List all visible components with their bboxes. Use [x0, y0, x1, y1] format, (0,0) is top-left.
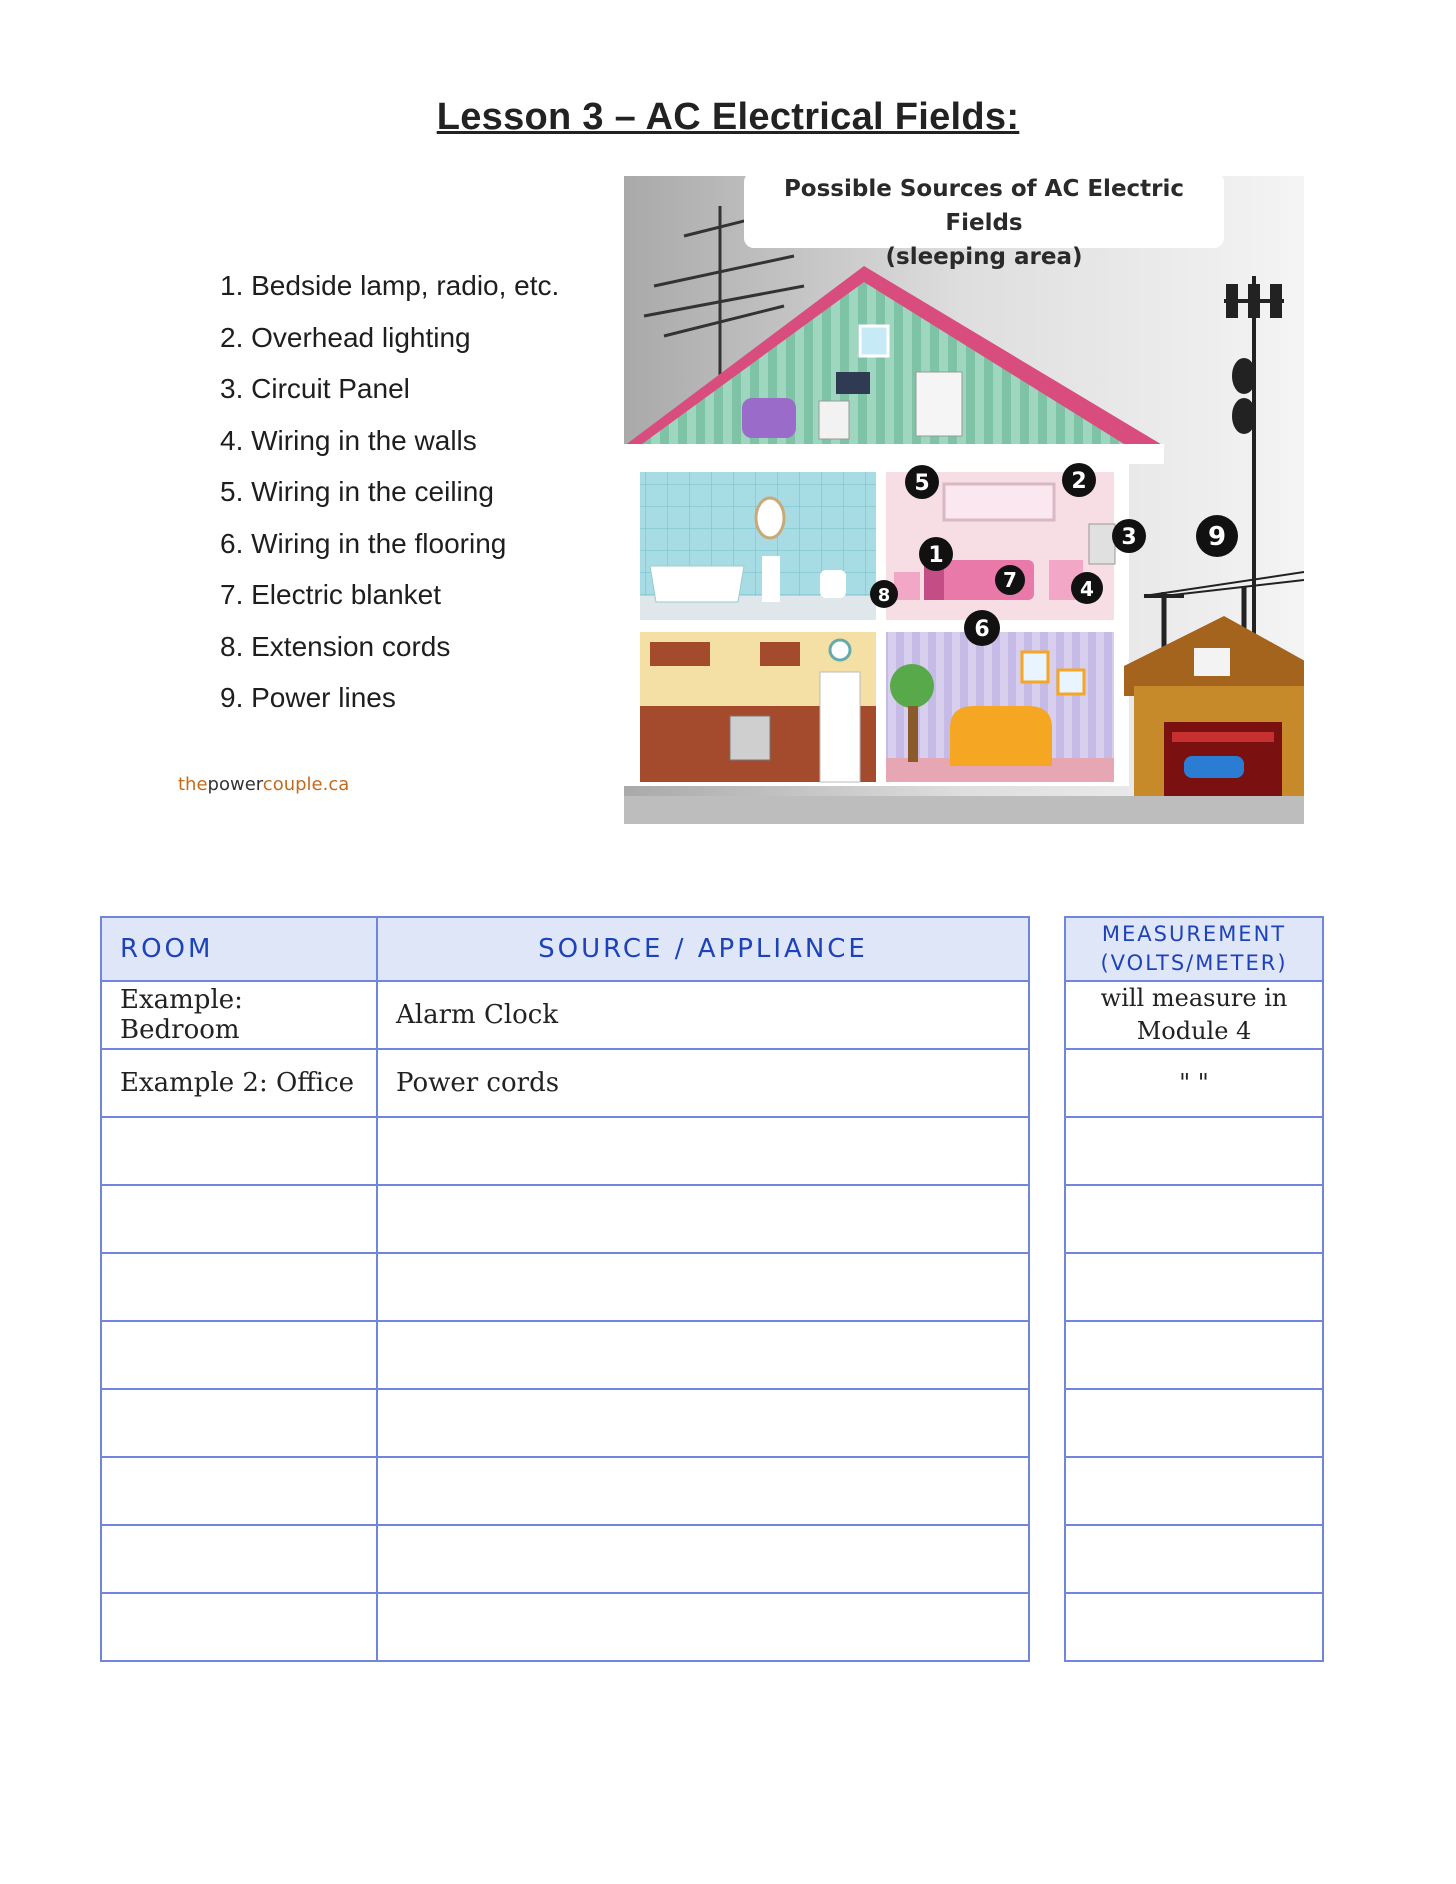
table-row	[101, 1593, 1029, 1661]
desk-drawer	[819, 401, 849, 439]
source-cell[interactable]: Alarm Clock	[377, 981, 1029, 1049]
svg-text:7: 7	[1003, 568, 1017, 592]
attic-window	[860, 326, 888, 356]
table-row	[101, 1457, 1029, 1525]
room-cell[interactable]	[101, 1185, 377, 1253]
car-icon	[1184, 756, 1244, 778]
sink	[762, 556, 780, 602]
brand-part-the: the	[178, 774, 208, 795]
room-cell[interactable]: Example 2: Office	[101, 1049, 377, 1117]
measurement-column-header	[1065, 917, 1323, 981]
caption-line: Possible Sources of AC Electric Fields	[783, 176, 1185, 236]
svg-text:5: 5	[914, 471, 930, 496]
attic-floor	[624, 444, 1164, 464]
header-line: (VOLTS/METER)	[1100, 951, 1288, 975]
room-cell[interactable]	[101, 1117, 377, 1185]
marker-4	[1071, 572, 1103, 604]
computer-monitor	[836, 372, 870, 394]
source-cell[interactable]	[377, 1321, 1029, 1389]
table-row	[1065, 1253, 1323, 1321]
room-cell[interactable]	[101, 1525, 377, 1593]
bookshelf	[916, 372, 962, 436]
oven	[730, 716, 770, 760]
source-column-header: SOURCE / APPLIANCE	[377, 917, 1029, 981]
plant-stem	[908, 706, 918, 762]
svg-text:1: 1	[928, 543, 944, 568]
table-row	[1065, 1593, 1323, 1661]
source-item: 3. Circuit Panel	[220, 373, 410, 404]
table-header-row	[1065, 917, 1323, 981]
table-row	[101, 1525, 1029, 1593]
marker-1	[919, 537, 953, 571]
illustration-caption	[744, 172, 1224, 270]
measurement-cell[interactable]	[1065, 1253, 1323, 1321]
caption-line: (sleeping area)	[885, 244, 1083, 270]
marker-6	[964, 610, 1000, 646]
table-row	[1065, 1185, 1323, 1253]
garage-door-stripe	[1172, 732, 1274, 742]
source-item: 5. Wiring in the ceiling	[220, 476, 494, 507]
refrigerator	[820, 672, 860, 782]
mirror	[756, 498, 784, 538]
source-item: 6. Wiring in the flooring	[220, 527, 507, 559]
source-cell[interactable]	[377, 1117, 1029, 1185]
table-row	[1065, 1457, 1323, 1525]
room-cell[interactable]	[101, 1389, 377, 1457]
table-header-row	[101, 917, 1029, 981]
nightstand	[894, 572, 920, 600]
circuit-panel	[1089, 524, 1115, 564]
room-cell[interactable]: Example: Bedroom	[101, 981, 377, 1049]
measurement-cell[interactable]	[1065, 1593, 1323, 1661]
source-item: 1. Bedside lamp, radio, etc.	[220, 270, 560, 301]
table-row	[1065, 1389, 1323, 1457]
marker-9	[1196, 515, 1238, 557]
bathtub	[650, 566, 744, 602]
brand-logo	[178, 774, 349, 795]
source-cell[interactable]	[377, 1593, 1029, 1661]
armchair	[742, 398, 796, 438]
source-item: 9. Power lines	[220, 682, 396, 713]
source-cell[interactable]	[377, 1253, 1029, 1321]
svg-text:2: 2	[1071, 469, 1087, 494]
measurement-cell[interactable]	[1065, 1321, 1323, 1389]
garage-window	[1194, 648, 1230, 676]
table-row	[1065, 1525, 1323, 1593]
wall-picture	[1022, 652, 1048, 682]
measurement-cell[interactable]: will measure in Module 4	[1065, 981, 1323, 1049]
measurement-cell[interactable]	[1065, 1525, 1323, 1593]
measurement-cell[interactable]	[1065, 1389, 1323, 1457]
measurement-cell[interactable]	[1065, 1117, 1323, 1185]
plant-icon	[890, 664, 934, 708]
marker-7	[995, 565, 1025, 595]
table-row	[101, 1321, 1029, 1389]
table-row	[101, 1049, 1029, 1117]
table-row	[101, 981, 1029, 1049]
clock-icon	[830, 640, 850, 660]
svg-text:3: 3	[1121, 525, 1137, 550]
measurement-cell[interactable]	[1065, 1457, 1323, 1525]
ground	[624, 796, 1304, 824]
brand-part-power: power	[207, 774, 263, 795]
sources-list	[220, 266, 559, 730]
marker-3	[1112, 519, 1146, 553]
measurement-cell[interactable]	[1065, 1185, 1323, 1253]
measurement-cell[interactable]: " "	[1065, 1049, 1323, 1117]
bedroom-painting	[944, 484, 1054, 520]
source-cell[interactable]	[377, 1389, 1029, 1457]
source-cell[interactable]	[377, 1185, 1029, 1253]
table-row	[101, 1253, 1029, 1321]
svg-text:6: 6	[974, 617, 990, 642]
brand-part-couple: couple.ca	[262, 774, 350, 795]
room-cell[interactable]	[101, 1593, 377, 1661]
table-row	[101, 1185, 1029, 1253]
room-cell[interactable]	[101, 1457, 377, 1525]
source-item: 2. Overhead lighting	[220, 321, 471, 353]
wall-picture	[1058, 670, 1084, 694]
source-item: 4. Wiring in the walls	[220, 424, 477, 456]
room-cell[interactable]	[101, 1321, 377, 1389]
wall-cabinet	[760, 642, 800, 666]
table-row	[1065, 981, 1323, 1049]
toilet	[820, 570, 846, 598]
table-row	[101, 1389, 1029, 1457]
source-cell[interactable]	[377, 1525, 1029, 1593]
measurement-table	[1064, 916, 1324, 1662]
table-row	[1065, 1049, 1323, 1117]
svg-text:8: 8	[877, 585, 891, 606]
wall-cabinet	[650, 642, 710, 666]
source-item: 7. Electric blanket	[220, 579, 441, 610]
table-row	[1065, 1117, 1323, 1185]
svg-text:4: 4	[1080, 577, 1094, 601]
header-line: MEASUREMENT	[1101, 922, 1287, 946]
page-title: Lesson 3 – AC Electrical Fields:	[436, 96, 1020, 138]
marker-8	[870, 580, 898, 608]
sofa	[950, 706, 1052, 766]
marker-2	[1062, 463, 1096, 497]
source-item: 8. Extension cords	[220, 630, 451, 662]
room-cell[interactable]	[101, 1253, 377, 1321]
svg-text:9: 9	[1207, 522, 1227, 552]
table-row	[1065, 1321, 1323, 1389]
source-cell[interactable]	[377, 1457, 1029, 1525]
room-source-table	[100, 916, 1030, 1662]
room-column-header: ROOM	[101, 917, 377, 981]
source-cell[interactable]: Power cords	[377, 1049, 1029, 1117]
table-row	[101, 1117, 1029, 1185]
marker-5	[905, 465, 939, 499]
